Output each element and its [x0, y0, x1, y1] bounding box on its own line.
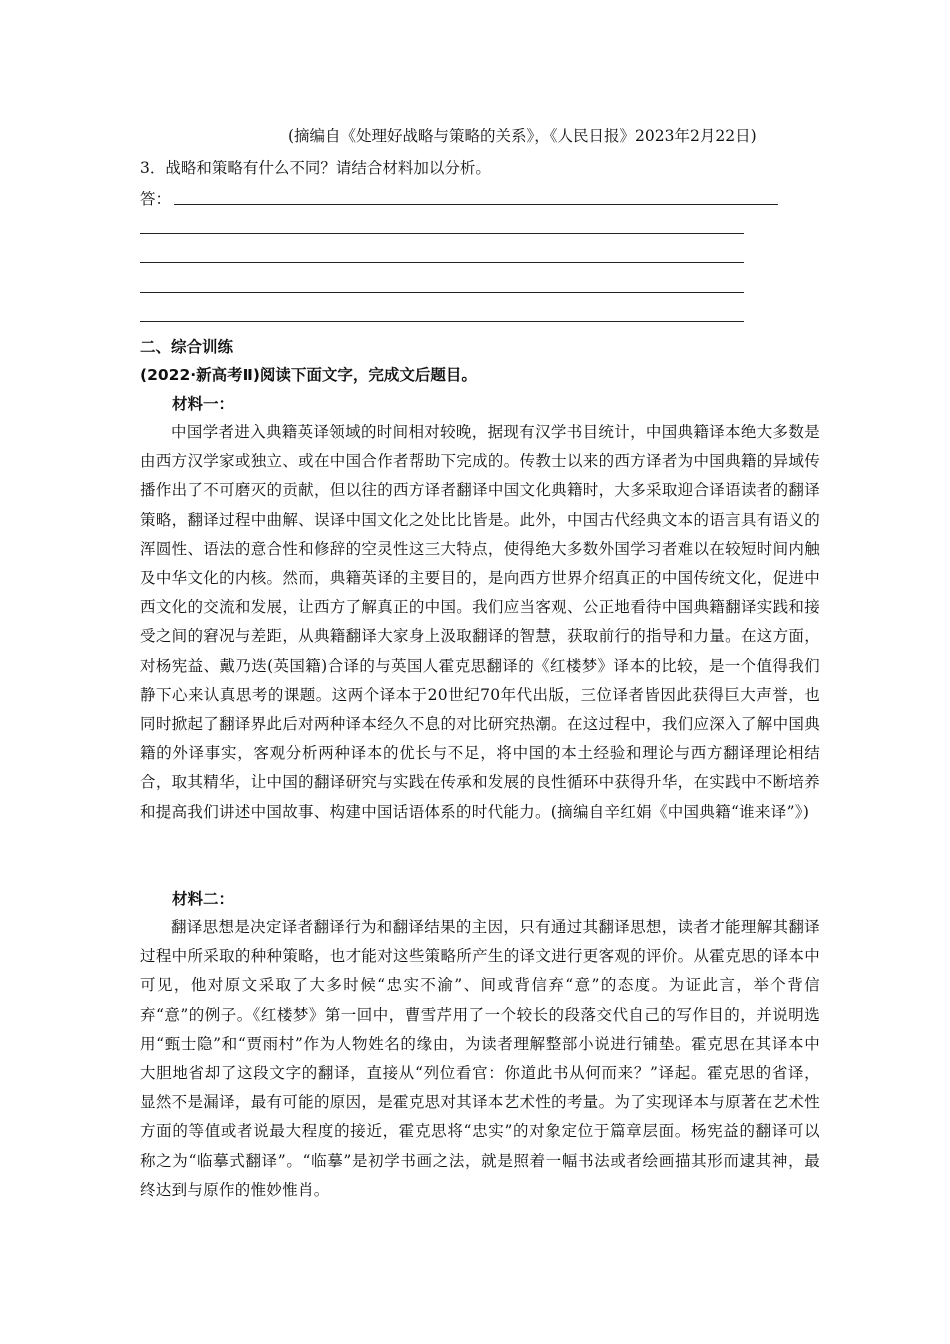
answer-line[interactable]: [174, 204, 778, 205]
material-2-label: 材料二：: [172, 890, 235, 908]
answer-line[interactable]: [140, 321, 744, 322]
answer-line[interactable]: [140, 292, 744, 293]
material-1-text: 中国学者进入典籍英译领域的时间相对较晚，据现有汉学书目统计，中国典籍译本绝大多数是由西方汉学家或独立、或在中国合作者帮助下完成的。传教士以来的西方译者为中国典籍的异域传播作出了不可磨灭的贡献，但以往的西方译者翻译中国文化典籍时，大多采取迎合译语读者的翻译策略，翻译过程中曲解、误译中国文化之处比比皆是。此外，中国古代经典文本的语言具有语义的浑圆性、语法的意合性和修辞的空灵性这三大特点，使得绝大多数外国学习者难以在较短时间内触及中华文化的内核。然而，典籍英译的主要目的，是向西方世界介绍真正的中国传统文化，促进中西文化的交流和发展，让西方了解真正的中国。我们应当客观、公正地看待中国典籍翻译实践和接受之间的窘况与差距，从典籍翻译大家身上汲取翻译的智慧，获取前行的指导和力量。在这方面，对杨宪益、戴乃迭(英国籍)合译的与英国人霍克思翻译的《红楼梦》译本的比较，是一个值得我们静下心来认真思考的课题。这两个译本于20世纪70年代出版，三位译者皆因此获得巨大声誉，也同时掀起了翻译界此后对两种译本经久不息的对比研究热潮。在这过程中，我们应深入了解中国典籍的外译事实，客观分析两种译本的优长与不足，将中国的本土经验和理论与西方翻译理论相结合，取其精华，让中国的翻译研究与实践在传承和发展的良性循环中获得升华，在实践中不断培养和提高我们讲述中国故事、构建中国话语体系的时代能力。(摘编自辛红娟《中国典籍“谁来译”》): [140, 423, 820, 821]
answer-line[interactable]: [140, 262, 744, 263]
section-title: 二、综合训练: [140, 338, 234, 356]
answer-line[interactable]: [140, 233, 744, 234]
material-2-text: 翻译思想是决定译者翻译行为和翻译结果的主因，只有通过其翻译思想，读者才能理解其翻译过程中所采取的种种策略，也才能对这些策略所产生的译文进行更客观的评价。从霍克思的译本中可见，他对原文采取了大多时候“忠实不渝”、间或背信弃“意”的态度。为证此言，举个背信弃“意”的例子。《红楼梦》第一回中，曹雪芹用了一个较长的段落交代自己的写作目的，并说明选用“甄士隐”和“贾雨村”作为人物姓名的缘由，为读者理解整部小说进行铺垫。霍克思在其译本中大胆地省却了这段文字的翻译，直接从“列位看官：你道此书从何而来？”译起。霍克思的省译，显然不是漏译，最有可能的原因，是霍克思对其译本艺术性的考量。为了实现译本与原著在艺术性方面的等值或者说最大程度的接近，霍克思将“忠实”的对象定位于篇章层面。杨宪益的翻译可以称之为“临摹式翻译”。“临摹”是初学书画之法，就是照着一幅书法或者绘画描其形而逮其神，最终达到与原作的惟妙惟肖。: [140, 918, 820, 1199]
material-1-label: 材料一：: [172, 395, 235, 413]
reading-instruction: (2022·新高考Ⅱ)阅读下面文字，完成文后题目。: [140, 366, 477, 384]
source-citation: (摘编自《处理好战略与策略的关系》，《人民日报》2023年2月22日): [288, 127, 757, 145]
question-3: 3．战略和策略有什么不同？请结合材料加以分析。: [140, 159, 491, 177]
answer-label: 答：: [140, 190, 172, 208]
